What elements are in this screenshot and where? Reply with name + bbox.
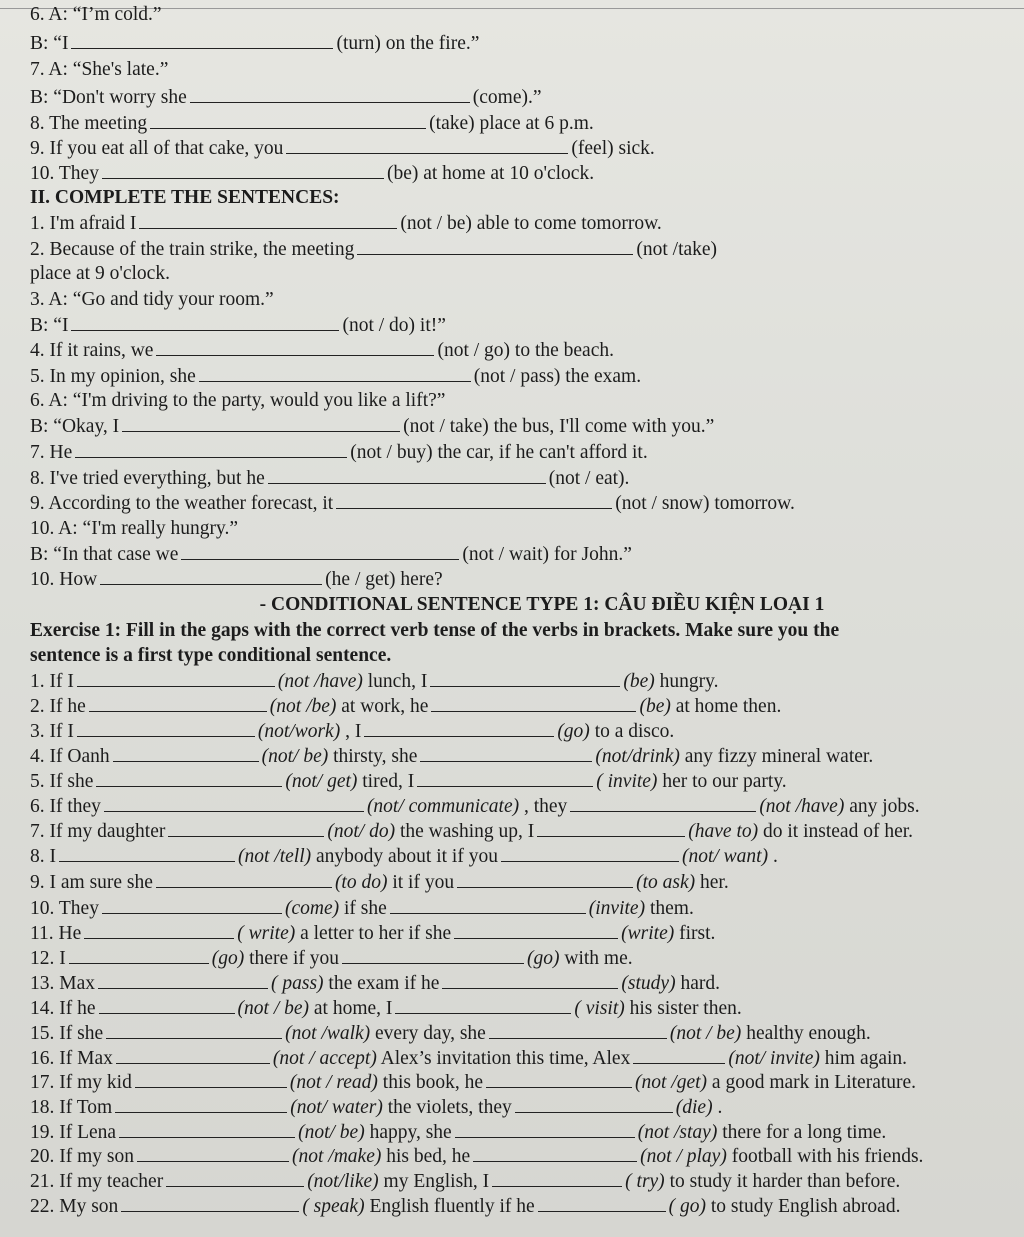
answer-blank[interactable]	[119, 1119, 295, 1138]
exercise-line	[30, 1020, 1018, 1046]
answer-blank[interactable]	[115, 1094, 287, 1113]
exercise-line	[30, 413, 1018, 439]
exercise-line	[30, 388, 1018, 414]
section-heading	[0, 592, 1024, 618]
exercise-line	[30, 869, 1018, 895]
item-start: 4. If Oanh	[30, 746, 110, 767]
verb-hint: (write)	[621, 923, 675, 944]
verb-hint: (not/ want)	[681, 846, 769, 867]
item-middle: my English, I	[383, 1171, 490, 1192]
exercise-line	[30, 210, 1018, 236]
verb-hint: (not /make)	[292, 1146, 382, 1167]
line-text: 7. A: “She's late.”	[30, 59, 169, 80]
answer-blank[interactable]	[357, 236, 633, 255]
answer-blank[interactable]	[492, 1168, 622, 1187]
exercise-line	[30, 236, 1018, 262]
item-start: 2. If he	[30, 696, 86, 717]
verb-hint: ( visit)	[574, 998, 625, 1019]
line-text: (not / do) it!”	[342, 315, 446, 336]
exercise-line	[30, 160, 1018, 186]
verb-hint: ( speak)	[302, 1196, 365, 1217]
exercise-line	[30, 818, 1018, 844]
instruction-text: sentence is a first type conditional sentence.	[30, 645, 392, 666]
item-end: with me.	[564, 948, 633, 969]
verb-hint: (not / be)	[237, 998, 310, 1019]
answer-blank[interactable]	[121, 1193, 299, 1212]
item-end: her to our party.	[662, 771, 787, 792]
verb-hint: (to do)	[334, 872, 388, 893]
verb-hint: ( invite)	[596, 771, 658, 792]
answer-blank[interactable]	[342, 945, 524, 964]
item-middle: this book, he	[382, 1072, 484, 1093]
item-middle: there if you	[249, 948, 340, 969]
line-text: B: “Don't worry she	[30, 87, 187, 108]
line-text: 9. According to the weather forecast, it	[30, 493, 334, 514]
answer-blank[interactable]	[99, 995, 235, 1014]
item-start: 15. If she	[30, 1023, 104, 1044]
item-middle: English fluently if he	[369, 1196, 535, 1217]
answer-blank[interactable]	[430, 668, 620, 687]
item-end: her.	[700, 872, 729, 893]
line-text: 6. A: “I’m cold.”	[30, 4, 162, 25]
answer-blank[interactable]	[137, 1143, 289, 1162]
exercise-line	[30, 1143, 1018, 1169]
answer-blank[interactable]	[102, 160, 384, 179]
exercise-line	[30, 439, 1018, 465]
item-start: 18. If Tom	[30, 1097, 113, 1118]
item-start: 5. If she	[30, 771, 94, 792]
line-text: 10. They	[30, 163, 99, 184]
line-text: (not /take)	[636, 239, 718, 260]
instruction-text: Exercise 1: Fill in the gaps with the correct verb tense of the verbs in brackets. Make sure you the	[30, 620, 840, 641]
item-end: any fizzy mineral water.	[684, 746, 874, 767]
item-middle: every day, she	[375, 1023, 486, 1044]
exercise-line	[30, 945, 1018, 971]
answer-blank[interactable]	[431, 693, 636, 712]
exercise-line	[30, 1119, 1018, 1145]
verb-hint: (not/ invite)	[728, 1048, 820, 1069]
verb-hint: (go)	[211, 948, 245, 969]
exercise-line	[30, 490, 1018, 516]
answer-blank[interactable]	[454, 920, 618, 939]
line-text: (feel) sick.	[571, 138, 655, 159]
line-text: (turn) on the fire.”	[336, 33, 480, 54]
verb-hint: (not /walk)	[285, 1023, 371, 1044]
exercise-line	[30, 261, 1018, 287]
verb-hint: (not/like)	[307, 1171, 379, 1192]
verb-hint: (not/ do)	[327, 821, 396, 842]
item-end: football with his friends.	[731, 1146, 924, 1167]
exercise-line	[30, 1094, 1018, 1120]
answer-blank[interactable]	[286, 135, 568, 154]
item-start: 1. If I	[30, 671, 74, 692]
answer-blank[interactable]	[515, 1094, 673, 1113]
item-end: there for a long time.	[722, 1122, 887, 1143]
item-start: 13. Max	[30, 973, 95, 994]
item-end: any jobs.	[849, 796, 920, 817]
item-end: at home then.	[675, 696, 782, 717]
item-middle: a letter to her if she	[300, 923, 452, 944]
exercise-line	[30, 57, 1018, 83]
answer-blank[interactable]	[71, 312, 339, 331]
answer-blank[interactable]	[537, 818, 685, 837]
exercise-line	[30, 465, 1018, 491]
line-text: (not / be) able to come tomorrow.	[400, 213, 662, 234]
line-text: (not / eat).	[548, 468, 630, 489]
exercise-line	[30, 516, 1018, 542]
verb-hint: (not /be)	[269, 696, 337, 717]
line-text: 8. The meeting	[30, 113, 148, 134]
verb-hint: (not/ get)	[285, 771, 358, 792]
exercise-line	[30, 135, 1018, 161]
exercise-line	[30, 287, 1018, 313]
line-text: (he / get) here?	[325, 569, 443, 590]
line-text: B: “I	[30, 33, 69, 54]
section-title: II. COMPLETE THE SENTENCES:	[30, 187, 340, 208]
exercise-line	[30, 337, 1018, 363]
answer-blank[interactable]	[59, 843, 235, 862]
line-text: 7. He	[30, 442, 73, 463]
line-text: B: “In that case we	[30, 544, 179, 565]
verb-hint: ( write)	[237, 923, 296, 944]
verb-hint: ( pass)	[271, 973, 324, 994]
verb-hint: (not/ be)	[261, 746, 329, 767]
answer-blank[interactable]	[181, 541, 459, 560]
item-start: 11. He	[30, 923, 82, 944]
verb-hint: (study)	[621, 973, 676, 994]
exercise-line	[30, 843, 1018, 869]
line-text: 6. A: “I'm driving to the party, would you like a lift?”	[30, 390, 446, 411]
answer-blank[interactable]	[268, 465, 546, 484]
item-start: 10. They	[30, 898, 99, 919]
answer-blank[interactable]	[77, 718, 255, 737]
verb-hint: (not/work)	[257, 721, 341, 742]
answer-blank[interactable]	[364, 718, 554, 737]
verb-hint: (not /get)	[635, 1072, 708, 1093]
verb-hint: (not/ communicate)	[366, 796, 520, 817]
line-text: place at 9 o'clock.	[30, 263, 170, 284]
item-start: 17. If my kid	[30, 1072, 132, 1093]
item-start: 3. If I	[30, 721, 74, 742]
exercise-line	[30, 1168, 1018, 1194]
exercise-line	[30, 895, 1018, 921]
answer-blank[interactable]	[455, 1119, 635, 1138]
item-start: 14. If he	[30, 998, 96, 1019]
item-end: them.	[649, 898, 694, 919]
item-start: 7. If my daughter	[30, 821, 166, 842]
line-text: 8. I've tried everything, but he	[30, 468, 265, 489]
exercise-line	[30, 995, 1018, 1021]
item-end: to a disco.	[594, 721, 675, 742]
item-start: 16. If Max	[30, 1048, 113, 1069]
item-end: a good mark in Literature.	[711, 1072, 917, 1093]
item-middle: the washing up, I	[399, 821, 535, 842]
item-end: first.	[679, 923, 716, 944]
answer-blank[interactable]	[156, 337, 434, 356]
exercise-line	[30, 1069, 1018, 1095]
verb-hint: (not / play)	[640, 1146, 727, 1167]
exercise-instruction	[30, 618, 1018, 644]
verb-hint: ( try)	[625, 1171, 665, 1192]
answer-blank[interactable]	[538, 1193, 666, 1212]
item-end: hard.	[680, 973, 720, 994]
verb-hint: (not / read)	[289, 1072, 378, 1093]
item-end: hungry.	[659, 671, 719, 692]
answer-blank[interactable]	[633, 1045, 725, 1064]
exercise-line	[30, 2, 1018, 28]
item-end: .	[772, 846, 778, 867]
line-text: (come).”	[472, 87, 542, 108]
exercise-line	[30, 793, 1018, 819]
item-end: to study it harder than before.	[669, 1171, 901, 1192]
answer-blank[interactable]	[96, 768, 282, 787]
verb-hint: (come)	[284, 898, 340, 919]
line-text: 3. A: “Go and tidy your room.”	[30, 289, 274, 310]
verb-hint: (go)	[527, 948, 560, 969]
item-middle: anybody about it if you	[315, 846, 498, 867]
item-middle: lunch, I	[367, 671, 428, 692]
line-text: 10. A: “I'm really hungry.”	[30, 518, 239, 539]
item-middle: the violets, they	[387, 1097, 512, 1118]
exercise-line	[30, 718, 1018, 744]
answer-blank[interactable]	[77, 668, 275, 687]
line-text: (be) at home at 10 o'clock.	[386, 163, 595, 184]
verb-hint: (die)	[675, 1097, 713, 1118]
line-text: (not / take) the bus, I'll come with you.”	[403, 416, 715, 437]
item-start: 12. I	[30, 948, 66, 969]
answer-blank[interactable]	[420, 743, 592, 762]
answer-blank[interactable]	[84, 920, 234, 939]
answer-blank[interactable]	[113, 743, 259, 762]
item-end: him again.	[824, 1048, 908, 1069]
item-start: 22. My son	[30, 1196, 119, 1217]
item-start: 20. If my son	[30, 1146, 134, 1167]
verb-hint: (invite)	[588, 898, 646, 919]
answer-blank[interactable]	[166, 1168, 304, 1187]
line-text: (not / pass) the exam.	[473, 366, 642, 387]
answer-blank[interactable]	[501, 843, 679, 862]
item-end: to study English abroad.	[710, 1196, 901, 1217]
exercise-line	[30, 743, 1018, 769]
answer-blank[interactable]	[489, 1020, 667, 1039]
answer-blank[interactable]	[168, 818, 324, 837]
item-start: 9. I am sure she	[30, 872, 153, 893]
answer-blank[interactable]	[486, 1069, 632, 1088]
answer-blank[interactable]	[89, 693, 267, 712]
item-middle: at home, I	[313, 998, 393, 1019]
answer-blank[interactable]	[442, 970, 618, 989]
item-start: 6. If they	[30, 796, 101, 817]
line-text: (not / wait) for John.”	[462, 544, 632, 565]
verb-hint: (not /have)	[277, 671, 363, 692]
section-title: - CONDITIONAL SENTENCE TYPE 1: CÂU ĐIỀU KIỆN LOẠI 1	[259, 594, 825, 615]
item-middle: thirsty, she	[333, 746, 418, 767]
line-text: (not / snow) tomorrow.	[615, 493, 795, 514]
line-text: (not / buy) the car, if he can't afford it.	[350, 442, 648, 463]
exercise-line	[30, 1045, 1018, 1071]
item-middle: his bed, he	[386, 1146, 471, 1167]
item-end: do it instead of her.	[763, 821, 914, 842]
answer-blank[interactable]	[122, 413, 400, 432]
verb-hint: (be)	[639, 696, 671, 717]
exercise-line	[30, 541, 1018, 567]
line-text: (take) place at 6 p.m.	[429, 113, 594, 134]
answer-blank[interactable]	[69, 945, 209, 964]
verb-hint: (not/ be)	[298, 1122, 365, 1143]
section-heading	[30, 185, 1018, 211]
answer-blank[interactable]	[199, 363, 471, 382]
exercise-line	[30, 312, 1018, 338]
verb-hint: (not/ water)	[290, 1097, 383, 1118]
answer-blank[interactable]	[135, 1069, 287, 1088]
exercise-line	[30, 693, 1018, 719]
line-text: 5. In my opinion, she	[30, 366, 196, 387]
verb-hint: (go)	[557, 721, 590, 742]
item-end: .	[717, 1097, 723, 1118]
verb-hint: (not/drink)	[595, 746, 680, 767]
line-text: B: “Okay, I	[30, 416, 120, 437]
answer-blank[interactable]	[98, 970, 268, 989]
verb-hint: (not / be)	[669, 1023, 742, 1044]
answer-blank[interactable]	[570, 793, 756, 812]
verb-hint: (not /have)	[759, 796, 845, 817]
answer-blank[interactable]	[473, 1143, 637, 1162]
exercise-line	[30, 84, 1018, 110]
line-text: (not / go) to the beach.	[437, 340, 614, 361]
exercise-line	[30, 970, 1018, 996]
verb-hint: ( go)	[668, 1196, 707, 1217]
item-middle: at work, he	[341, 696, 429, 717]
answer-blank[interactable]	[156, 869, 332, 888]
exercise-instruction	[30, 643, 1018, 669]
line-text: 10. How	[30, 569, 98, 590]
answer-blank[interactable]	[395, 995, 571, 1014]
line-text: 2. Because of the train strike, the meeting	[30, 239, 355, 260]
item-start: 19. If Lena	[30, 1122, 117, 1143]
verb-hint: (have to)	[688, 821, 759, 842]
verb-hint: (be)	[623, 671, 655, 692]
line-text: 9. If you eat all of that cake, you	[30, 138, 284, 159]
exercise-line	[30, 1193, 1018, 1219]
answer-blank[interactable]	[190, 84, 470, 103]
item-middle: tired, I	[362, 771, 415, 792]
item-end: healthy enough.	[746, 1023, 871, 1044]
answer-blank[interactable]	[104, 793, 364, 812]
exercise-line	[30, 920, 1018, 946]
exercise-line	[30, 768, 1018, 794]
answer-blank[interactable]	[75, 439, 347, 458]
item-start: 8. I	[30, 846, 56, 867]
verb-hint: (to ask)	[636, 872, 696, 893]
item-start: 21. If my teacher	[30, 1171, 164, 1192]
item-middle: , I	[345, 721, 362, 742]
answer-blank[interactable]	[457, 869, 633, 888]
answer-blank[interactable]	[417, 768, 593, 787]
answer-blank[interactable]	[102, 895, 282, 914]
line-text: 1. I'm afraid I	[30, 213, 137, 234]
verb-hint: (not /tell)	[238, 846, 312, 867]
answer-blank[interactable]	[139, 210, 397, 229]
item-middle: the exam if he	[328, 973, 440, 994]
answer-blank[interactable]	[100, 566, 322, 585]
item-middle: , they	[523, 796, 568, 817]
verb-hint: (not /stay)	[637, 1122, 718, 1143]
item-middle: happy, she	[369, 1122, 452, 1143]
exercise-line	[30, 30, 1018, 56]
answer-blank[interactable]	[71, 30, 333, 49]
line-text: 4. If it rains, we	[30, 340, 154, 361]
exercise-line	[30, 110, 1018, 136]
item-middle: if she	[343, 898, 387, 919]
item-end: his sister then.	[629, 998, 742, 1019]
exercise-line	[30, 668, 1018, 694]
item-middle: it if you	[392, 872, 455, 893]
answer-blank[interactable]	[150, 110, 426, 129]
verb-hint: (not / accept)	[272, 1048, 377, 1069]
exercise-line	[30, 363, 1018, 389]
answer-blank[interactable]	[390, 895, 586, 914]
answer-blank[interactable]	[336, 490, 612, 509]
line-text: B: “I	[30, 315, 69, 336]
item-middle: Alex’s invitation this time, Alex	[380, 1048, 631, 1069]
exercise-line	[30, 566, 1018, 592]
answer-blank[interactable]	[106, 1020, 282, 1039]
answer-blank[interactable]	[116, 1045, 270, 1064]
